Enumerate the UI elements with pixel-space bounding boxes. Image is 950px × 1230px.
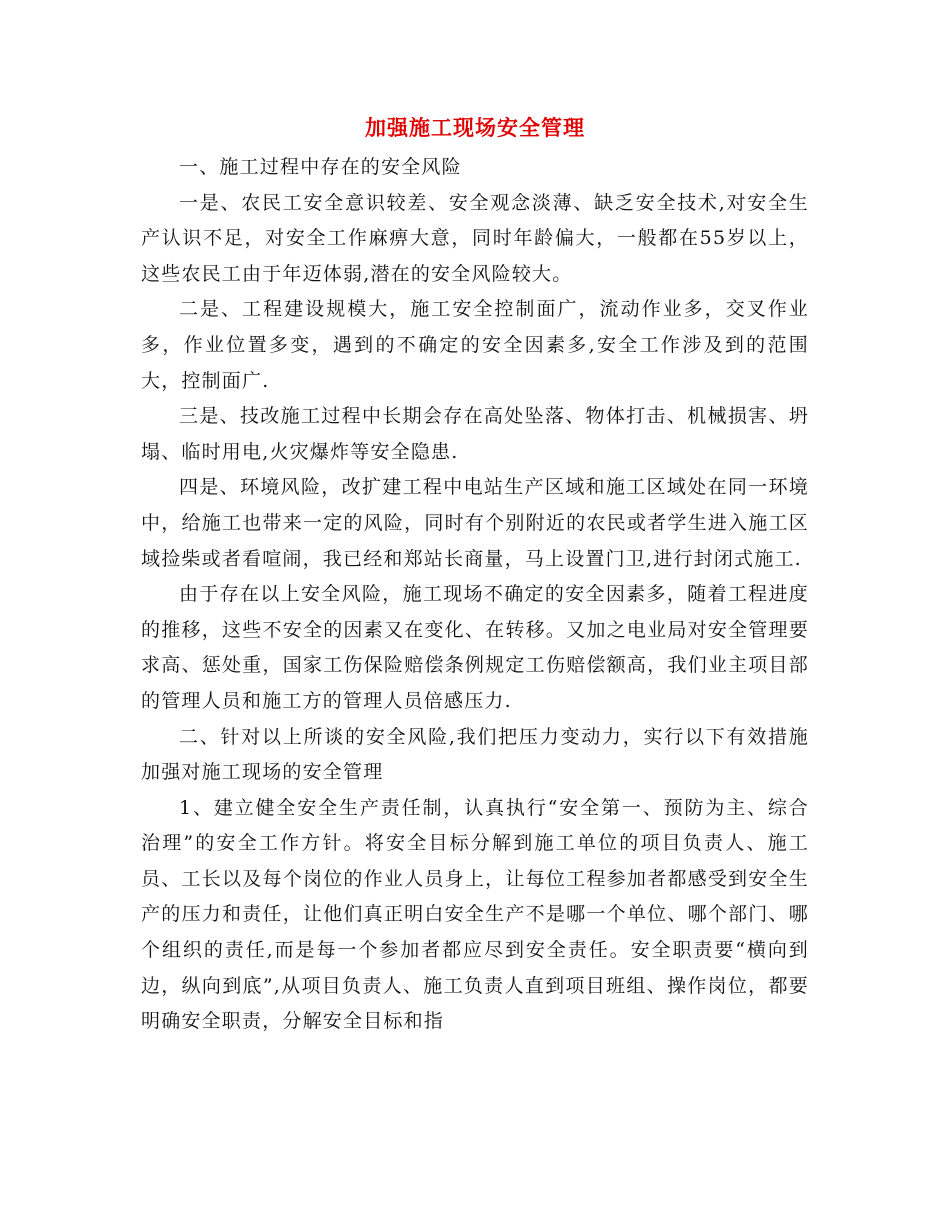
paragraph-summary: 由于存在以上安全风险，施工现场不确定的安全因素多，随着工程进度的推移，这些不安全的因素又在变化、在转移。又加之电业局对安全管理要求高、惩处重，国家工伤保险赔偿条例规定工伤赔偿额高，我们业主项目部的管理人员和施工方的管理人员倍感压力. bbox=[141, 583, 809, 712]
paragraph-measure-1: 1、建立健全安全生产责任制，认真执行“安全第一、预防为主、综合治理”的安全工作方针。将安全目标分解到施工单位的项目负责人、施工员、工长以及每个岗位的作业人员身上，让每位工程参加者都感受到安全生产的压力和责任，让他们真正明白安全生产不是哪一个单位、哪个部门、哪个组织的责任,而是每一个参加者都应尽到安全责任。安全职责要“横向到边，纵向到底”,从项目负责人、施工负责人直到项目班组、操作岗位，都要明确安全职责，分解安全目标和指 bbox=[141, 796, 809, 1033]
section-heading-risks: 一、施工过程中存在的安全风险 bbox=[179, 156, 462, 178]
section-heading-measures: 二、针对以上所谈的安全风险,我们把压力变动力，实行以下有效措施加强对施工现场的安全管理 bbox=[141, 725, 809, 784]
document-body bbox=[141, 150, 809, 1040]
paragraph-risk-2: 二是、工程建设规模大，施工安全控制面广，流动作业多，交叉作业多，作业位置多变，遇到的不确定的安全因素多,安全工作涉及到的范围大，控制面广. bbox=[141, 298, 809, 392]
paragraph-risk-1: 一是、农民工安全意识较差、安全观念淡薄、缺乏安全技术,对安全生产认识不足，对安全工作麻痹大意，同时年龄偏大，一般都在55岁以上，这些农民工由于年迈体弱,潜在的安全风险较大。 bbox=[141, 191, 809, 285]
document-title: 加强施工现场安全管理 bbox=[365, 115, 585, 140]
paragraph-risk-4: 四是、环境风险，改扩建工程中电站生产区域和施工区域处在同一环境中，给施工也带来一定的风险，同时有个别附近的农民或者学生进入施工区域捡柴或者看喧闹，我已经和郑站长商量，马上设置门卫,进行封闭式施工. bbox=[141, 476, 809, 570]
paragraph-risk-3: 三是、技改施工过程中长期会存在高处坠落、物体打击、机械损害、坍塌、临时用电,火灾爆炸等安全隐患. bbox=[141, 405, 809, 463]
